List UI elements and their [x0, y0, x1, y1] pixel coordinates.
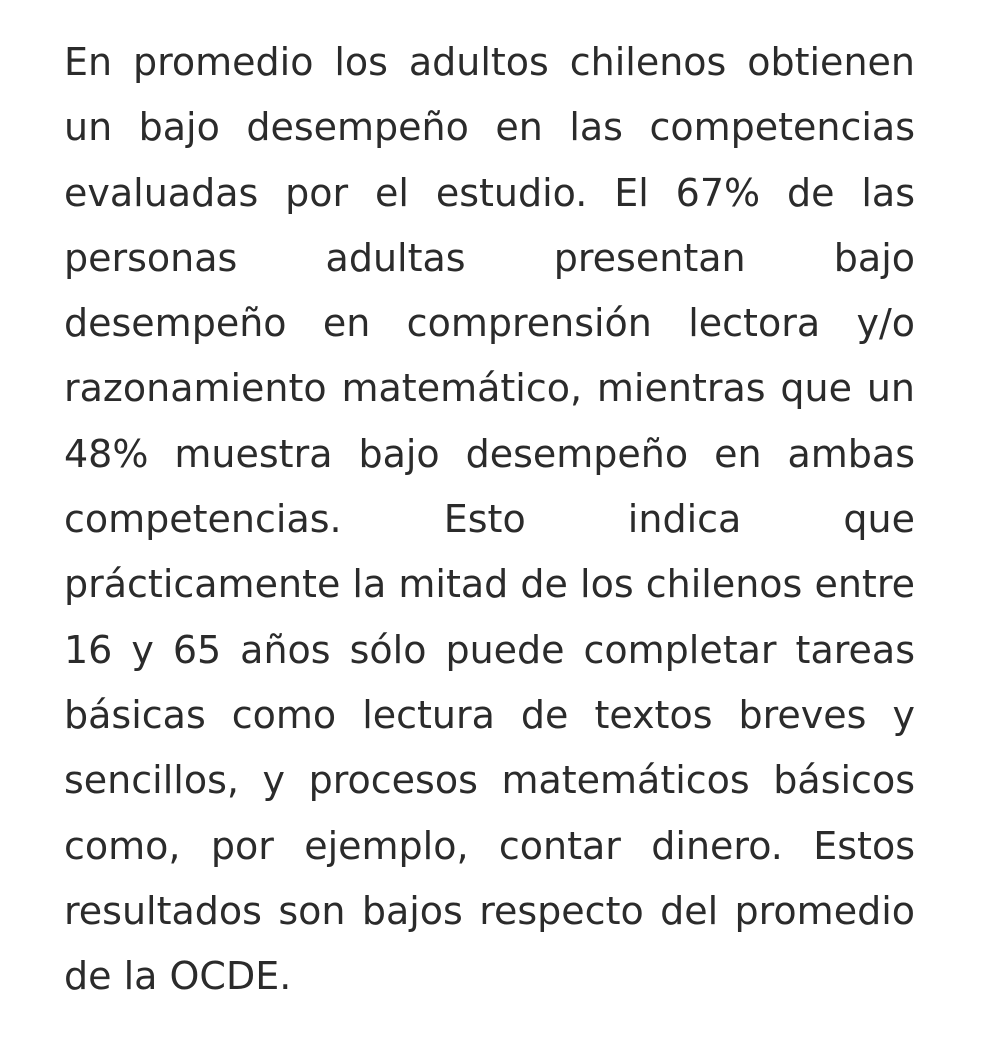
body-paragraph: En promedio los adultos chilenos obtienen un bajo desempeño en las competencias evaluadas por el estudio. El 67% de las personas adultas presentan bajo desempeño en comprensión lectora y/o razonamiento matemático, mientras que un 48% muestra bajo desempeño en ambas competencias. Esto indica que prácticamente la mitad de los chilenos entre 16 y 65 años sólo puede completar tareas básicas como lectura de textos breves y sencillos, y procesos matemáticos básicos como, por ejemplo, contar dinero. Estos resultados son bajos respecto del promedio de la OCDE. — [64, 40, 915, 999]
article-body — [64, 30, 915, 1009]
